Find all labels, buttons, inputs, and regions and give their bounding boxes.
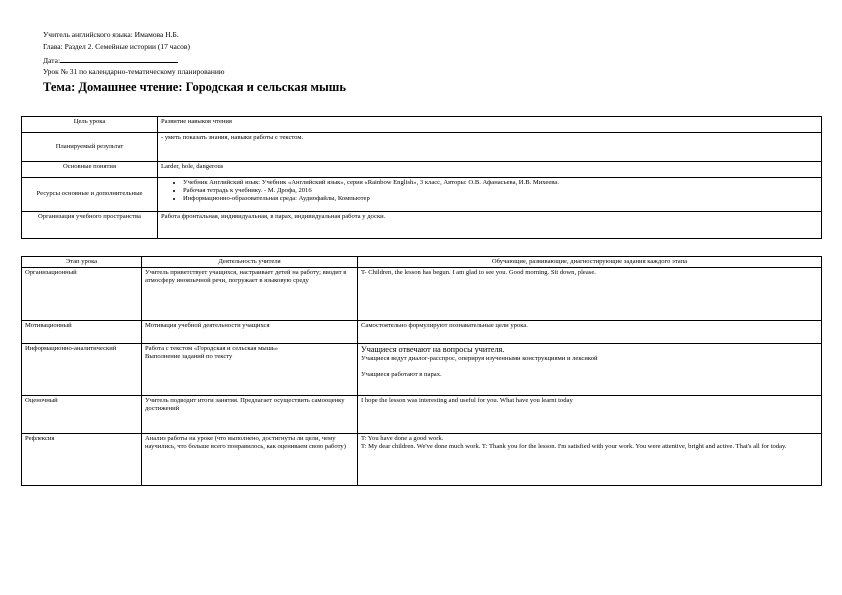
teacher-activity: Анализ работы на уроке (что выполнено, достигнуты ли цели, чему научились, что больше всего понравилось, как оцениваем свою работу) <box>142 434 358 486</box>
list-item: • Информационно-образовательная среда: Аудиофайлы, Компьютер <box>183 195 818 203</box>
stage-name: Мотивационный <box>22 321 142 344</box>
plan-label: Ресурсы основные и дополнительные <box>22 178 158 212</box>
resources-list <box>161 179 818 204</box>
stage-tasks <box>358 268 822 321</box>
stage-tasks <box>358 344 822 396</box>
stage-name: Организационный <box>22 268 142 321</box>
task-line: Учащиеся отвечают на вопросы учителя. <box>361 345 505 355</box>
task-line: T- Children, the lesson has begun. I am glad to see you. Good morning. Sit down, please. <box>361 269 596 277</box>
table-row <box>22 133 822 162</box>
column-header: Деятельность учителя <box>142 257 358 268</box>
table-row <box>22 434 822 486</box>
plan-label: Организация учебного пространства <box>22 212 158 239</box>
lesson-line: Урок № 31 по календарно-тематическому планированию <box>43 67 225 76</box>
column-header: Этап урока <box>22 257 142 268</box>
teacher-activity: Учитель приветствует учащихся, настраивает детей на работу; вводит в атмосферу иноязычной речи, погружает в языковую среду <box>142 268 358 321</box>
plan-value: Работа фронтальная, индивидуальная, в парах, индивидуальная работа у доски. <box>158 212 822 239</box>
teacher-line: Учитель английского языка: Имамова Н.Б. <box>43 30 179 39</box>
task-line: Учащиеся работают в парах. <box>361 371 442 379</box>
list-item: • Рабочая тетрадь к учебнику. - М. Дрофа, 2016 <box>183 187 818 195</box>
plan-label: Цель урока <box>22 117 158 133</box>
plan-value: Larder, hole, dangerous <box>158 162 822 178</box>
lesson-stages-table <box>21 256 822 486</box>
table-header-row <box>22 257 822 268</box>
date-underline <box>60 55 178 63</box>
teacher-activity: Мотивация учебной деятельности учащихся <box>142 321 358 344</box>
date-line <box>43 55 178 65</box>
table-row <box>22 321 822 344</box>
task-line: T: My dear children. We've done much work. T: Thank you for the lesson. I'm satisfied with your work. You were attentive, bright and active. That's all for today. <box>361 443 787 451</box>
list-item: • Учебник Английский язык: Учебник «Английский язык», серия «Rainbow English», 3 класс, Авторы: О.В. Афанасьева, И.В. Михеева. <box>183 179 818 187</box>
stage-tasks <box>358 321 822 344</box>
plan-label: Основные понятия <box>22 162 158 178</box>
plan-label: Планируемый результат <box>22 133 158 162</box>
stage-name: Информационно-аналитический <box>22 344 142 396</box>
stage-name: Рефлексия <box>22 434 142 486</box>
task-line: I hope the lesson was interesting and useful for you. What have you learnt today <box>361 397 573 405</box>
chapter-line: Глава: Раздел 2. Семейные истории (17 часов) <box>43 42 190 51</box>
plan-value: Развитие навыков чтения <box>158 117 822 133</box>
column-header: Обучающие, развивающие, диагностирующие задания каждого этапа <box>358 257 822 268</box>
table-row <box>22 268 822 321</box>
plan-value <box>158 178 822 212</box>
lesson-plan-table <box>21 116 822 239</box>
table-row <box>22 178 822 212</box>
table-row <box>22 117 822 133</box>
table-row <box>22 344 822 396</box>
date-label: Дата: <box>43 56 61 65</box>
stage-tasks <box>358 396 822 434</box>
teacher-activity: Работа с текстом «Городская и сельская мышь» Выполнение заданий по тексту <box>142 344 358 396</box>
stage-tasks <box>358 434 822 486</box>
table-row <box>22 162 822 178</box>
task-line <box>361 363 818 371</box>
plan-value: - уметь показать знания, навыки работы с текстом. <box>158 133 822 162</box>
topic-title: Тема: Домашнее чтение: Городская и сельская мышь <box>43 80 346 94</box>
task-line: Самостоятельно формулируют познавательные цели урока. <box>361 322 528 330</box>
teacher-activity: Учитель подводит итоги занятия. Предлагает осуществить самооценку достижений <box>142 396 358 434</box>
stage-name: Оценочный <box>22 396 142 434</box>
task-line: T: You have done a good work. <box>361 435 444 443</box>
table-row <box>22 396 822 434</box>
task-line: Учащиеся ведут диалог-расспрос, оперируя изученными конструкциями и лексикой <box>361 355 598 363</box>
table-row <box>22 212 822 239</box>
